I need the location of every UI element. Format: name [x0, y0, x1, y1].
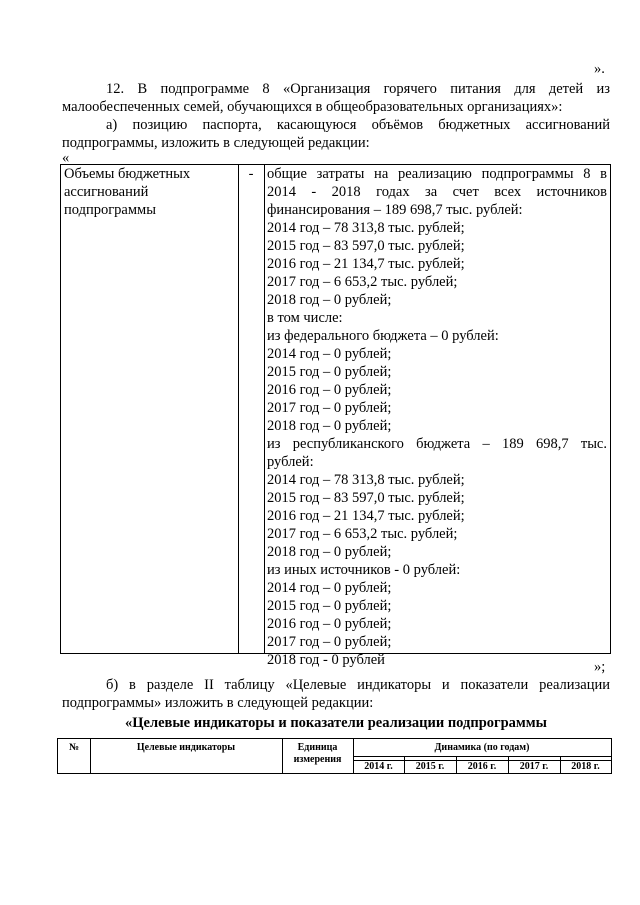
passport-value-line: 2018 год – 0 рублей; [267, 418, 392, 434]
col-header-year: 2015 г. [415, 761, 445, 772]
passport-value-line: в том числе: [267, 310, 343, 326]
passport-value-line: рублей: [267, 454, 314, 470]
passport-value-line: из республиканского бюджета – 189 698,7 тыс. [267, 436, 607, 452]
col-header-year: 2017 г. [519, 761, 549, 772]
col-header-dynamics: Динамика (по годам) [434, 742, 530, 753]
para-12-line-1: 12. В подпрограмме 8 «Организация горячего питания для детей из [106, 81, 610, 97]
passport-value-line: 2018 год - 0 рублей [267, 652, 385, 668]
passport-value-line: 2017 год – 0 рублей; [267, 400, 392, 416]
passport-value-line: 2017 год – 0 рублей; [267, 634, 392, 650]
passport-value-line: 2014 год – 78 313,8 тыс. рублей; [267, 472, 465, 488]
col-header-year: 2018 г. [571, 761, 600, 772]
passport-label-line: подпрограммы [64, 202, 156, 218]
passport-value-line: 2014 год – 0 рублей; [267, 580, 392, 596]
col-header-no: № [68, 742, 80, 753]
passport-divider-1 [238, 165, 239, 653]
para-12-line-3: а) позицию паспорта, касающуюся объёмов бюджетных ассигнований [106, 117, 610, 133]
passport-value-line: 2018 год – 0 рублей; [267, 292, 392, 308]
col-header-unit-line-1: Единица [297, 742, 338, 753]
closing-quote-passport: »; [594, 659, 606, 675]
passport-value-line: 2015 год – 83 597,0 тыс. рублей; [267, 238, 465, 254]
open-quote: « [62, 150, 70, 166]
passport-value-line: 2017 год – 6 653,2 тыс. рублей; [267, 274, 458, 290]
passport-dash: - [248, 166, 254, 182]
para-b-line-2: подпрограммы» изложить в следующей редакции: [62, 695, 374, 711]
passport-value-line: 2014 - 2018 годах за счет всех источников [267, 184, 607, 200]
passport-value-line: 2014 год – 78 313,8 тыс. рублей; [267, 220, 465, 236]
passport-value-line: из федерального бюджета – 0 рублей: [267, 328, 499, 344]
passport-value-line: из иных источников - 0 рублей: [267, 562, 461, 578]
passport-value-line: общие затраты на реализацию подпрограммы 8 в [267, 166, 607, 182]
para-12-line-4: подпрограммы, изложить в следующей редакции: [62, 135, 370, 151]
col-header-year: 2014 г. [364, 761, 393, 772]
passport-label-line: ассигнований [64, 184, 149, 200]
passport-value-line: 2016 год – 0 рублей; [267, 616, 392, 632]
passport-value-line: 2016 год – 0 рублей; [267, 382, 392, 398]
para-12-line-2: малообеспеченных семей, обучающихся в общеобразовательных организациях»: [62, 99, 563, 115]
passport-value-line: 2016 год – 21 134,7 тыс. рублей; [267, 508, 465, 524]
indicators-table [57, 738, 612, 774]
passport-value-line: 2016 год – 21 134,7 тыс. рублей; [267, 256, 465, 272]
col-header-year: 2016 г. [467, 761, 497, 772]
passport-value-cell [267, 165, 607, 669]
passport-value-line: 2017 год – 6 653,2 тыс. рублей; [267, 526, 458, 542]
passport-label-cell [64, 165, 234, 219]
col-header-unit-line-2: измерения [293, 754, 342, 765]
passport-label-line: Объемы бюджетных [64, 166, 191, 182]
passport-value-line: 2014 год – 0 рублей; [267, 346, 392, 362]
indicators-table-title: «Целевые индикаторы и показатели реализации подпрограммы [125, 715, 547, 731]
passport-value-line: 2015 год – 83 597,0 тыс. рублей; [267, 490, 465, 506]
closing-quote-top: ». [594, 61, 605, 77]
passport-divider-2 [264, 165, 265, 653]
col-header-indicators: Целевые индикаторы [136, 742, 236, 753]
passport-value-line: финансирования – 189 698,7 тыс. рублей: [267, 202, 523, 218]
para-b-line-1: б) в разделе II таблицу «Целевые индикаторы и показатели реализации [106, 677, 610, 693]
table-hline [353, 756, 611, 757]
passport-table [60, 164, 611, 668]
passport-value-line: 2015 год – 0 рублей; [267, 364, 392, 380]
passport-value-line: 2018 год – 0 рублей; [267, 544, 392, 560]
passport-value-line: 2015 год – 0 рублей; [267, 598, 392, 614]
